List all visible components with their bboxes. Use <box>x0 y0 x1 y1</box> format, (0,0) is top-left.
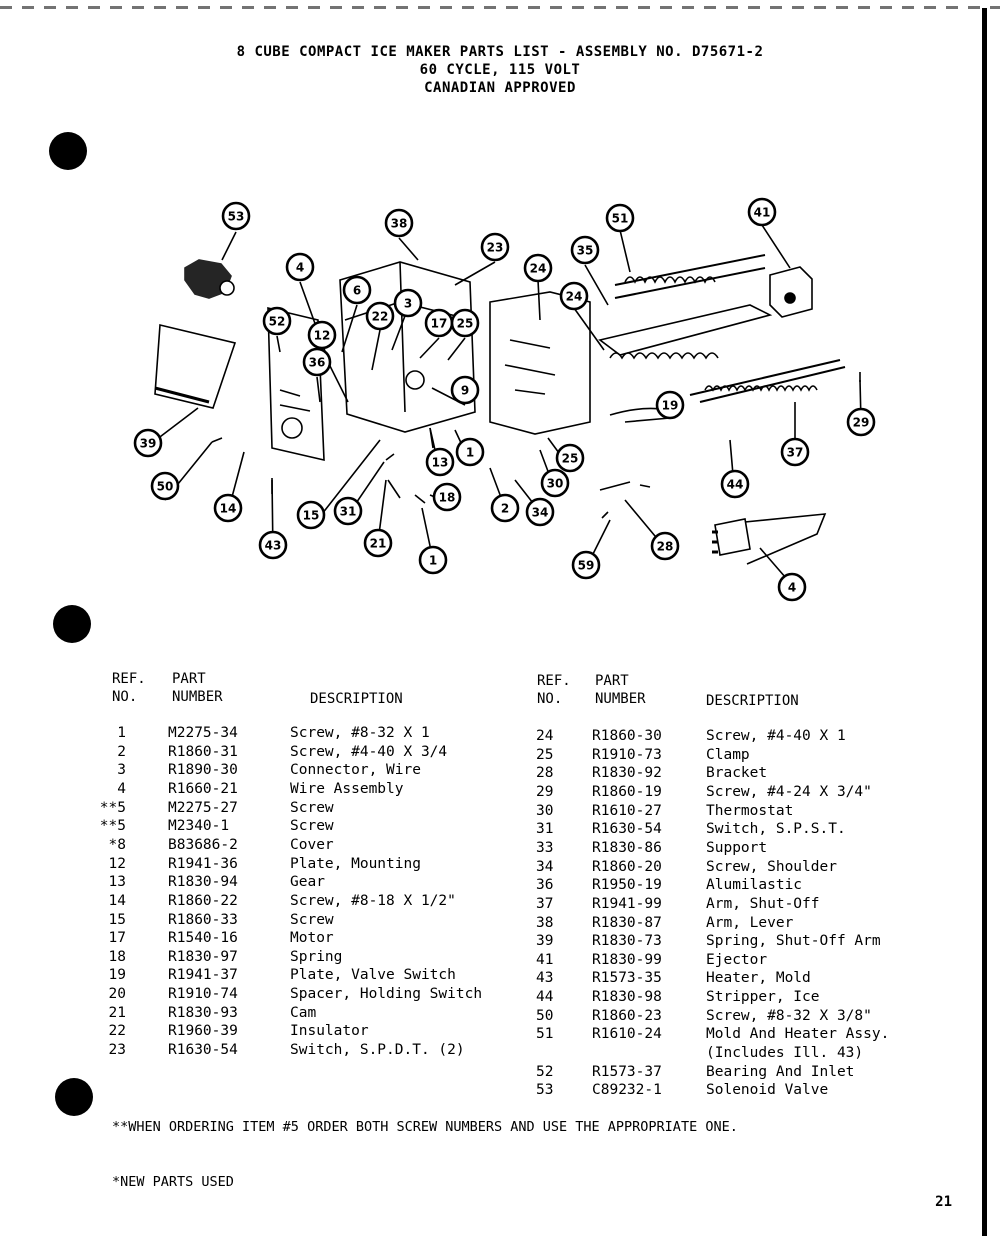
part-description: Cover <box>290 836 334 853</box>
part-description: Screw <box>290 799 334 816</box>
ref-number: 31 <box>536 821 554 838</box>
callout-number: 38 <box>390 216 408 231</box>
part-number: R1950-19 <box>592 877 662 894</box>
ref-number: 38 <box>536 914 554 931</box>
callout-number: 6 <box>352 283 362 298</box>
part-description: Switch, S.P.S.T. <box>706 821 846 838</box>
callout-bubble <box>607 205 633 231</box>
callout-number: 12 <box>313 328 331 343</box>
part-description: Bracket <box>706 765 768 782</box>
callout-number: 1 <box>428 553 438 568</box>
callout-bubble <box>426 310 452 336</box>
callout-number: 17 <box>430 316 448 331</box>
part-description: Clamp <box>706 746 750 763</box>
ref-number: 29 <box>536 783 554 800</box>
ref-number: 37 <box>536 895 554 912</box>
part-number: M2275-34 <box>168 725 238 741</box>
callout-bubble <box>782 439 808 465</box>
part-number: R1941-37 <box>168 967 238 984</box>
callout-number: 50 <box>156 479 174 494</box>
part-number: R1610-27 <box>592 802 662 819</box>
part-number: R1910-73 <box>592 746 662 763</box>
scan-top-edge <box>0 6 1000 9</box>
callout-number: 18 <box>438 490 456 505</box>
page-subtitle-voltage: 60 CYCLE, 115 VOLT <box>419 62 581 78</box>
callout-bubble <box>264 308 290 334</box>
part-number: R1573-37 <box>592 1063 662 1080</box>
callout-number: 31 <box>339 504 357 519</box>
callout-bubble <box>457 439 483 465</box>
part-description: Mold And Heater Assy. <box>706 1026 890 1043</box>
part-number: R1860-33 <box>168 911 238 928</box>
callout-number: 30 <box>546 476 564 491</box>
ref-number: 1 <box>117 725 126 741</box>
description-column-header-right: DESCRIPTION <box>706 693 799 709</box>
diagram-callouts <box>135 199 874 600</box>
part-description: Stripper, Ice <box>706 989 820 1006</box>
part-description: Cam <box>290 1004 317 1021</box>
callout-bubble <box>492 495 518 521</box>
callout-number: 4 <box>787 580 797 595</box>
callout-bubble <box>335 498 361 524</box>
part-description: Heater, Mold <box>706 970 811 987</box>
ref-number: 22 <box>108 1023 126 1040</box>
part-description: Bearing And Inlet <box>706 1063 855 1080</box>
part-description: Screw, Shoulder <box>706 858 837 875</box>
callout-bubble <box>657 392 683 418</box>
part-column-header-left: PART NUMBER <box>172 671 223 705</box>
callout-bubble <box>309 322 335 348</box>
part-description: Spacer, Holding Switch <box>290 986 483 1003</box>
callout-bubble <box>557 445 583 471</box>
callout-number: 25 <box>561 451 579 466</box>
part-description: Connector, Wire <box>290 762 421 779</box>
callout-number: 9 <box>460 383 470 398</box>
part-number: R1890-30 <box>168 762 238 779</box>
part-number: R1860-31 <box>168 743 238 760</box>
callout-bubble <box>573 552 599 578</box>
ref-number: 44 <box>536 989 554 1006</box>
ref-number: **5 <box>99 799 126 816</box>
part-description: Gear <box>290 874 325 891</box>
ref-number: 3 <box>117 762 126 779</box>
page-subtitle-approval: CANADIAN APPROVED <box>424 80 576 96</box>
callout-number: 13 <box>431 455 449 470</box>
ref-number: 39 <box>536 933 554 950</box>
part-description: Solenoid Valve <box>706 1082 829 1099</box>
callout-bubble <box>386 210 412 236</box>
part-number: R1830-93 <box>168 1004 238 1021</box>
part-description: Screw, #8-18 X 1/2" <box>290 892 456 909</box>
new-parts-note: *NEW PARTS USED <box>112 1174 234 1190</box>
ref-number: 23 <box>108 1042 126 1059</box>
exploded-parts-diagram <box>0 190 1000 610</box>
callout-number: 43 <box>264 538 282 553</box>
part-number: R1830-87 <box>592 914 662 931</box>
part-number: R1660-21 <box>168 780 238 797</box>
part-description: Screw, #8-32 X 1 <box>290 725 430 741</box>
callout-bubble <box>525 255 551 281</box>
callout-bubble <box>367 303 393 329</box>
part-description: Arm, Lever <box>706 914 794 931</box>
ref-number: 33 <box>536 839 554 856</box>
part-number: R1910-74 <box>168 986 238 1003</box>
ref-column-header-left: REF. NO. <box>112 671 146 705</box>
callout-bubble <box>427 449 453 475</box>
part-description: Motor <box>290 930 334 947</box>
ref-number: 2 <box>117 743 126 760</box>
ref-column-header-right: REF. NO. <box>537 673 571 707</box>
ordering-note: **WHEN ORDERING ITEM #5 ORDER BOTH SCREW NUMBERS AND USE THE APPROPRIATE ONE. <box>112 1119 738 1135</box>
callout-bubble <box>779 574 805 600</box>
part-description: Support <box>706 839 768 856</box>
part-number: R1860-23 <box>592 1007 662 1024</box>
callout-bubble <box>152 473 178 499</box>
callout-number: 37 <box>786 445 804 460</box>
part-number: R1830-99 <box>592 951 662 968</box>
ref-number: 19 <box>108 967 126 984</box>
part-number: M2340-1 <box>168 818 230 835</box>
callout-bubble <box>542 470 568 496</box>
part-description: Screw, #4-40 X 1 <box>706 728 846 744</box>
callout-bubble <box>434 484 460 510</box>
ref-number: 34 <box>536 858 554 875</box>
callout-bubble <box>527 499 553 525</box>
part-number: R1860-19 <box>592 783 662 800</box>
callout-number: 34 <box>531 505 549 520</box>
callout-bubble <box>304 349 330 375</box>
callout-number: 24 <box>565 289 583 304</box>
part-description: Screw <box>290 818 334 835</box>
part-number: R1610-24 <box>592 1026 662 1043</box>
callout-bubble <box>365 530 391 556</box>
ref-number: *8 <box>108 836 126 853</box>
description-column-header-left: DESCRIPTION <box>310 691 403 707</box>
part-number: R1830-97 <box>168 948 238 965</box>
callout-bubble <box>298 502 324 528</box>
callout-number: 2 <box>500 501 510 516</box>
part-number: R1830-98 <box>592 989 662 1006</box>
binder-hole-1 <box>49 132 87 170</box>
callout-bubble <box>572 237 598 263</box>
part-number: B83686-2 <box>168 836 238 853</box>
binder-hole-3 <box>55 1078 93 1116</box>
part-number: R1860-22 <box>168 892 238 909</box>
callout-number: 1 <box>465 445 475 460</box>
callout-bubble <box>722 471 748 497</box>
ref-number: 24 <box>536 728 554 744</box>
page-title: 8 CUBE COMPACT ICE MAKER PARTS LIST - ASSEMBLY NO. D75671-2 <box>236 44 764 60</box>
callout-bubble <box>223 203 249 229</box>
callout-bubble <box>482 234 508 260</box>
ref-number: 50 <box>536 1007 554 1024</box>
callout-number: 24 <box>529 261 547 276</box>
ref-number: 41 <box>536 951 554 968</box>
ref-number: **5 <box>99 818 126 835</box>
part-description: Spring, Shut-Off Arm <box>706 933 881 950</box>
ref-number: 13 <box>108 874 126 891</box>
part-description: Screw, #4-40 X 3/4 <box>290 743 448 760</box>
ref-number: 25 <box>536 746 554 763</box>
part-number: R1830-94 <box>168 874 238 891</box>
part-number: R1960-39 <box>168 1023 238 1040</box>
callout-bubble <box>135 430 161 456</box>
callout-number: 52 <box>268 314 286 329</box>
part-number: R1540-16 <box>168 930 238 947</box>
part-number: R1630-54 <box>168 1042 238 1059</box>
ref-number: 53 <box>536 1082 554 1099</box>
callout-number: 14 <box>219 501 237 516</box>
callout-number: 4 <box>295 260 305 275</box>
ref-number: 21 <box>108 1004 126 1021</box>
part-number: R1630-54 <box>592 821 662 838</box>
part-description: Plate, Mounting <box>290 855 421 872</box>
callout-bubble <box>452 310 478 336</box>
part-number: R1860-20 <box>592 858 662 875</box>
part-column-header-right: PART NUMBER <box>595 673 646 707</box>
part-description: Ejector <box>706 951 768 968</box>
part-description: Plate, Valve Switch <box>290 967 456 984</box>
part-description: Switch, S.P.D.T. (2) <box>290 1042 465 1059</box>
callout-number: 51 <box>611 211 629 226</box>
ref-number: 43 <box>536 970 554 987</box>
ref-number: 4 <box>117 780 126 797</box>
ref-number: 18 <box>108 948 126 965</box>
callout-number: 35 <box>576 243 594 258</box>
part-description: Alumilastic <box>706 877 803 894</box>
ref-number: 14 <box>108 892 126 909</box>
part-number: C89232-1 <box>592 1082 662 1099</box>
part-description: Screw <box>290 911 334 928</box>
callout-number: 29 <box>852 415 870 430</box>
ref-number: 30 <box>536 802 554 819</box>
ref-number: 12 <box>108 855 126 872</box>
callout-number: 15 <box>302 508 320 523</box>
callout-number: 21 <box>369 536 387 551</box>
part-number: R1941-99 <box>592 895 662 912</box>
callout-number: 23 <box>486 240 504 255</box>
part-number: R1830-86 <box>592 839 662 856</box>
callout-number: 44 <box>726 477 744 492</box>
callout-number: 25 <box>456 316 474 331</box>
part-description: Screw, #4-24 X 3/4" <box>706 783 872 800</box>
callout-bubble <box>287 254 313 280</box>
callout-bubble <box>749 199 775 225</box>
callout-bubble <box>215 495 241 521</box>
callout-number: 3 <box>403 296 413 311</box>
part-description: Wire Assembly <box>290 780 404 797</box>
part-description: Thermostat <box>706 802 794 819</box>
part-number: R1830-92 <box>592 765 662 782</box>
ref-number: 52 <box>536 1063 554 1080</box>
callout-number: 36 <box>308 355 326 370</box>
callout-bubble <box>420 547 446 573</box>
part-description: (Includes Ill. 43) <box>706 1045 864 1062</box>
ref-number: 36 <box>536 877 554 894</box>
part-number: R1573-35 <box>592 970 662 987</box>
callout-bubble <box>344 277 370 303</box>
part-description: Spring <box>290 948 343 965</box>
callout-bubble <box>452 377 478 403</box>
page-number: 21 <box>935 1194 952 1210</box>
part-description: Insulator <box>290 1023 369 1040</box>
callout-bubble <box>561 283 587 309</box>
ref-number: 28 <box>536 765 554 782</box>
callout-number: 19 <box>661 398 679 413</box>
part-description: Screw, #8-32 X 3/8" <box>706 1007 872 1024</box>
diagram-drawing <box>148 225 861 585</box>
callout-number: 41 <box>753 205 771 220</box>
callout-bubble <box>260 532 286 558</box>
callout-number: 22 <box>371 309 389 324</box>
part-number: R1860-30 <box>592 728 662 744</box>
ref-number: 17 <box>108 930 126 947</box>
callout-bubble <box>652 533 678 559</box>
part-number: R1830-73 <box>592 933 662 950</box>
callout-number: 53 <box>227 209 245 224</box>
callout-number: 39 <box>139 436 157 451</box>
callout-bubble <box>848 409 874 435</box>
ref-number: 51 <box>536 1026 554 1043</box>
ref-number: 15 <box>108 911 126 928</box>
callout-bubble <box>395 290 421 316</box>
ref-number: 20 <box>108 986 126 1003</box>
binder-hole-2 <box>53 605 91 643</box>
callout-number: 28 <box>656 539 674 554</box>
part-number: R1941-36 <box>168 855 238 872</box>
callout-number: 59 <box>577 558 595 573</box>
part-number: M2275-27 <box>168 799 238 816</box>
part-description: Arm, Shut-Off <box>706 895 820 912</box>
